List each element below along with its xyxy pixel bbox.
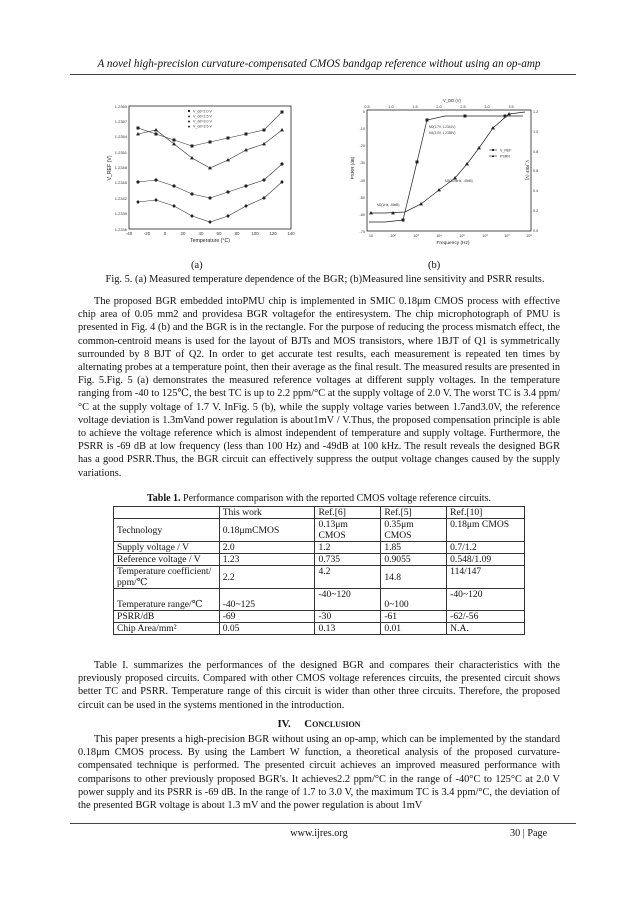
panel-b-bottom-tick: 10² [390,234,396,238]
table-cell: 4.2 [315,566,381,589]
table-cell: 0.7/1.2 [447,542,525,554]
table-header-cell: This work [219,507,315,519]
table-cell: 0.13μm CMOS [315,519,381,542]
panel-b-legend-entry: V_REF [500,148,512,153]
panel-b-left-tick: -60 [359,213,365,217]
table-cell: 0.13 [315,623,381,635]
panel-a-legend-entry: V_dd=3.0 V [193,119,212,124]
panel-b-bottom-label: Frequency (Hz) [436,241,470,246]
table-cell: 0.735 [315,554,381,566]
panel-a-ytick: 1.2357 [114,119,127,124]
table-caption [0,493,638,504]
running-header: A novel high-precision curvature-compensated CMOS bandgap reference without using an op-amp [97,58,541,70]
panel-b-annotation: M2(1Hz, -69dB) [377,203,400,207]
table-header-cell: Ref.[5] [381,507,447,519]
panel-a-xtick: 60 [216,231,222,236]
table-cell: 0.548/1.09 [447,554,525,566]
panel-a-xtick: 20 [180,231,186,236]
panel-b-left-tick: -70 [359,230,365,234]
table-cell: 1.2 [315,542,381,554]
panel-a-xtick: 80 [234,231,240,236]
panel-a-ylabel: V_REF (V) [107,155,113,181]
header-rule [70,74,576,75]
panel-b-left-label: PSRR (dB) [350,156,355,180]
figure-5 [105,98,539,278]
panel-b-annotation: M0(1.7V, 1.2341V) [429,125,456,129]
table-cell: 0.01 [381,623,447,635]
table-cell: Temperature range/℃ [114,589,220,611]
panel-b-left-tick: -50 [359,196,365,200]
table-cell: Technology [114,519,220,542]
panel-b-right-tick: 0.4 [533,189,539,193]
panel-b-left-tick: -40 [359,179,365,183]
panel-b-bottom-tick: 10⁵ [459,234,465,238]
table-cell: Temperature coefficient/ ppm/℃ [114,566,220,589]
table-caption-label: Table 1. [147,493,181,504]
table-row [114,542,525,554]
panel-a-xtick: -20 [143,231,151,236]
table-cell: 0.35μm CMOS [381,519,447,542]
panel-a-legend-entry: V_dd=2.5 V [193,114,212,119]
table-cell: 1.23 [219,554,315,566]
panel-a-ytick: 1.2348 [114,165,127,170]
panel-b-right-tick: 0.6 [533,169,539,173]
table-caption-text: Performance comparison with the reported CMOS voltage reference circuits. [183,493,491,504]
table-cell: -40~120 [315,589,381,611]
table-cell: -30 [315,611,381,623]
panel-b-legend [489,149,512,159]
table-row [114,611,525,623]
figure-caption: Fig. 5. (a) Measured temperature dependence of the BGR; (b)Measured line sensitivity and PSRR results. [105,274,545,285]
table-cell: 0~100 [381,589,447,611]
table-cell: -62/-56 [447,611,525,623]
panel-b-left-tick: -20 [359,144,365,148]
panel-a-ytick: 1.2354 [114,134,127,139]
panel-b-legend-entry: PSRR [500,154,510,159]
panel-b-right-tick: 0.2 [533,209,539,213]
figure-a-label: (a) [191,260,203,271]
footer-rule [70,823,576,824]
panel-b-right-tick: 1.2 [533,110,539,114]
panel-b-annotation: M3(100kHz, -49dB) [445,179,473,183]
table-cell: Chip Area/mm² [114,623,220,635]
table-row [114,554,525,566]
panel-a-xtick: 140 [287,231,295,236]
panel-b-top-tick: 2.5 [460,105,466,109]
footer-website: www.ijres.org [290,828,348,839]
table-cell: 14.8 [381,566,447,589]
panel-b-left-tick: 0 [362,110,365,114]
table-cell: -40~125 [219,589,315,611]
table-cell: Supply voltage / V [114,542,220,554]
section-number: IV. [277,718,291,730]
panel-a-xtick: 100 [251,231,259,236]
panel-b-top-tick: 3.0 [484,105,490,109]
table-header-cell: Ref.[10] [447,507,525,519]
table-cell: PSRR/dB [114,611,220,623]
panel-a-xtick: 40 [198,231,204,236]
table-cell: 2.2 [219,566,315,589]
table-cell: 0.9055 [381,554,447,566]
panel-b-bottom-tick: 10 [368,234,374,238]
panel-a-legend [188,110,213,129]
panel-b-right-tick: 0.8 [533,150,539,154]
panel-a-xtick: 120 [269,231,277,236]
body-paragraph: This paper presents a high-precision BGR without using an op-amp, which can be implemented by the standard 0.18μm CMOS process. By using the Lambert W function, a theoretical analysis of the proposed curvature-compensated technique is performed. The presented circuit achieves an improved measured performance with comparisons to other previously proposed BGR's. It achieves2.2 ppm/°C in the range of -40°C to 125°C at 2.0 V power supply and its PSRR is -69 dB. In the range of 1.7 to 3.0 V, the maximum TC is 3.4 ppm/°C, the deviation of the presented BGR voltage is about 1.3 mV and the power regulation is about 1mV [78,734,560,812]
panel-a-xlabel: Temperature (°C) [190,238,230,244]
table-cell: -40~120 [447,589,525,611]
panel-b-annotation: M1(3.0V, 1.2355V) [429,131,456,135]
table-row [114,566,525,589]
table-cell: 0.05 [219,623,315,635]
table-row [114,519,525,542]
panel-b-chart [350,98,538,246]
panel-b-top-tick: 0.5 [364,105,370,109]
table-header-row [114,507,525,519]
table-row [114,589,525,611]
table-header-cell: Ref.[6] [315,507,381,519]
panel-b-top-tick: 1.5 [412,105,418,109]
section-title: Conclusion [304,718,361,730]
panel-b-top-tick: 1.0 [388,105,394,109]
panel-b-top-tick: 3.5 [508,105,514,109]
footer-page-number: 30 | Page [510,828,548,839]
panel-b-bottom-tick: 10³ [413,234,419,238]
panel-b-bottom-tick: 10⁸ [526,234,532,238]
panel-a-ytick: 1.2351 [114,150,127,155]
section-heading [0,718,638,730]
panel-b-left-tick: -10 [359,127,365,131]
table-cell: -61 [381,611,447,623]
panel-b-bottom-tick: 10⁴ [436,234,442,238]
table-cell: N.A. [447,623,525,635]
panel-b-bottom-tick: 10⁶ [482,234,488,238]
table-header-cell [114,507,220,519]
body-paragraph: The proposed BGR embedded intoPMU chip is implemented in SMIC 0.18μm CMOS process with effective chip area of 0.05 mm2 and providesa BGR voltagefor the entiresystem. The chip microphotograph of PMU is presented in Fig. 4 (b) and the BGR is in the rectangle. For the purpose of reducing the process mismatch effect, the common-centroid means is used for the layout of BJTs and MOS transistors, where 1BJT of Q1 is symmetrically surrounded by 8 BJT of Q2. In order to get accurate test results, each measurement is repeated ten times by alternating probes at a temperature point, then their average as the final result. The measured results are presented in Fig. 5.Fig. 5 (a) demonstrates the measured reference voltages at different supply voltages. In the temperature ranging from -40 to 125℃, the best TC is up to 2.2 ppm/°C at the supply voltage of 2.0 V. The worst TC is 3.4 ppm/°C at the supply voltage of 1.7 V. InFig. 5 (b), while the supply voltage varies between 1.7and3.0V, the reference voltage deviation is 1.3mVand power regulation is about1mV / V.Thus, the proposed compensation principle is able to achieve the voltage reference which is almost independent of temperature and supply voltage. Furthermore, the PSRR is -69 dB at low frequency (less than 100 Hz) and -49dB at 100 kHz. The result reveals the designed BGR has a good PSRR.Thus, the BGR circuit can effectively suppress the output voltage changes caused by the supply variations. [78,296,560,479]
table-row [114,623,525,635]
panel-b-right-tick: 0.0 [533,229,539,233]
table-cell: -69 [219,611,315,623]
table-cell: 2.0 [219,542,315,554]
panel-a-xtick: 0 [163,231,167,236]
comparison-table [113,506,525,635]
panel-a-ytick: 1.2336 [114,227,127,232]
panel-a-ytick: 1.2339 [114,211,127,216]
table-cell: 114/147 [447,566,525,589]
panel-a-ytick: 1.2342 [114,196,127,201]
panel-a-chart [107,104,295,244]
table-cell: 0.18μm CMOS [447,519,525,542]
panel-b-bottom-tick: 10⁷ [504,234,510,238]
panel-b-top-tick: 2.0 [436,105,442,109]
panel-a-legend-entry: V_dd=2.0 V [193,109,212,114]
table-cell: 1.85 [381,542,447,554]
panel-b-top-axis-label: V_DD (V) [443,98,461,103]
table-cell: Reference voltage / V [114,554,220,566]
panel-b-right-label: V_REF (V) [525,159,530,181]
panel-a-legend-entry: V_dd=3.5 V [193,124,212,129]
body-paragraph: Table I. summarizes the performances of the designed BGR and compares their characteristics with the previously proposed circuits. Compared with other CMOS voltage references circuits, the presented circuit shows better TC and PSRR. Temperature range of this circuit is wider than other three circuits. Therefore, the proposed circuit can be used in the systems mentioned in the introduction. [78,660,560,711]
panel-a-ytick: 1.2360 [114,104,127,109]
panel-a-xtick: -40 [125,231,133,236]
panel-b-annotations [377,125,473,207]
panel-a-ytick: 1.2345 [114,180,127,185]
table-cell: 0.18μmCMOS [219,519,315,542]
figure-b-label: (b) [428,260,441,271]
panel-b-right-tick: 1.0 [533,130,539,134]
panel-b-left-tick: -30 [359,161,365,165]
